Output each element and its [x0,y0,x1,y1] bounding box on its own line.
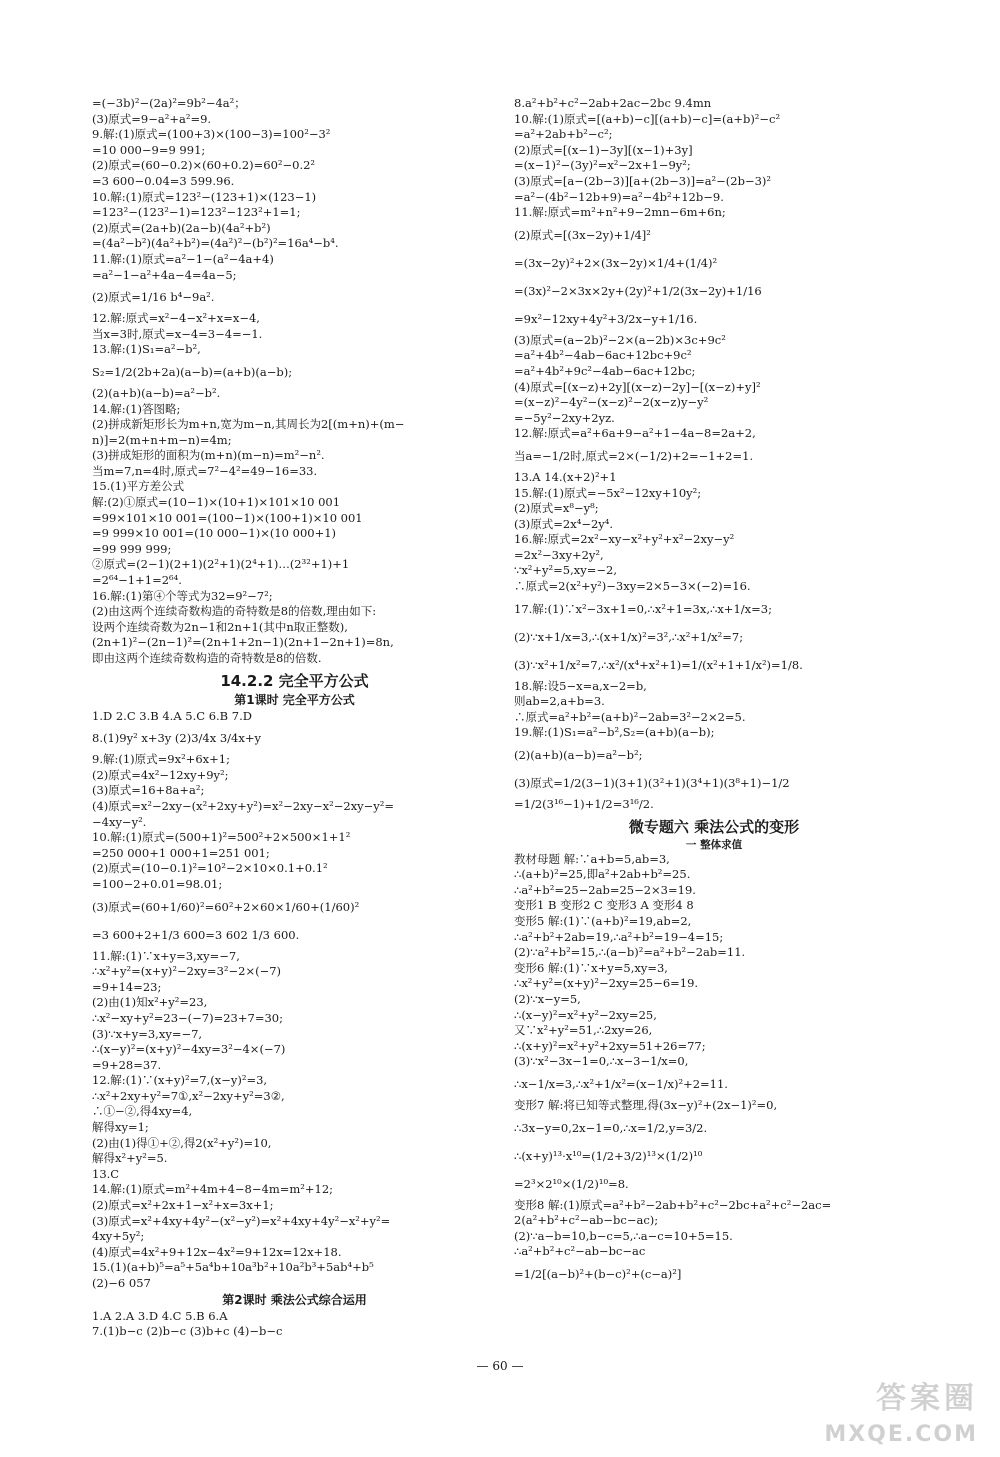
answer-line: 13.A 14.(x+2)²+1 [514,469,617,484]
answer-line: −4xy−y². [92,814,147,829]
answer-line: =9 999×10 001=(10 000−1)×(10 000+1) [92,526,337,541]
answer-line: (2)原式=x²+2x+1−x²+x=3x+1; [92,1198,274,1213]
answer-line: ∴x²−xy+y²=23−(−7)=23+7=30; [92,1010,283,1025]
answer-line: (2)∵a²+b²=15,∴(a−b)²=a²+b²−2ab=11. [514,945,746,960]
answer-line: 解得xy=1; [92,1120,149,1135]
answer-line: 变形6 解:(1)∵x+y=5,xy=3, [514,960,668,975]
answer-line: (2n+1)²−(2n−1)²=(2n+1+2n−1)(2n+1−2n+1)=8n, [92,635,394,650]
answer-line: =9x²−12xy+4y²+3/2x−y+1/16. [514,311,698,326]
answer-line: =2³×2¹⁰×(1/2)¹⁰=8. [514,1176,629,1191]
answer-line: 15.(1)(a+b)⁵=a⁵+5a⁴b+10a³b²+10a²b³+5ab⁴+b⁵ [92,1260,374,1275]
answer-line: =a²−(4b²−12b+9)=a²−4b²+12b−9. [514,189,724,204]
answer-line: =123²−(123²−1)=123²−123²+1=1; [92,205,301,220]
answer-line: 9.解:(1)原式=(100+3)×(100−3)=100²−3² [92,127,331,142]
watermark-logo-text: 答案圈 [876,1381,978,1416]
answer-line: =10 000−9=9 991; [92,142,206,157]
answer-line: (3)原式=16+8a+a²; [92,783,205,798]
answer-line: ∴x²+y²=(x+y)²−2xy=3²−2×(−7) [92,964,282,979]
answer-line: =1/2[(a−b)²+(b−c)²+(c−a)²] [514,1266,682,1281]
answer-line: 15.解:(1)原式=−5x²−12xy+10y²; [514,485,702,500]
answer-line: 10.解:(1)原式=(500+1)²=500²+2×500×1+1² [92,830,351,845]
right-answers-part1 [514,96,914,813]
answer-line: 又∵x²+y²=51,∴2xy=26, [514,1023,653,1038]
answer-line: 17.解:(1)∵x²−3x+1=0,∴x²+1=3x,∴x+1/x=3; [514,601,772,616]
answer-line: =9+28=37. [92,1057,162,1072]
answer-line: ∴(x+y)²=x²+y²+2xy=51+26=77; [514,1038,706,1053]
answer-line: (3)原式=[a−(2b−3)][a+(2b−3)]=a²−(2b−3)² [514,173,772,188]
answer-line: 变形1 B 变形2 C 变形3 A 变形4 8 [514,898,694,913]
answer-line: (4)原式=x²−2xy−(x²+2xy+y²)=x²−2xy−x²−2xy−y²= [92,798,395,813]
left-answers-part2 [92,709,497,1292]
answer-line: 则ab=2,a+b=3. [514,694,605,709]
answer-line: (2)原式=[(x−1)−3y][(x−1)+3y] [514,142,693,157]
answer-line: 变形5 解:(1)∵(a+b)²=19,ab=2, [514,914,692,928]
answer-line: (2)原式=(10−0.1)²=10²−2×10×0.1+0.1² [92,861,328,876]
answer-line: (2)∵x+1/x=3,∴(x+1/x)²=3²,∴x²+1/x²=7; [514,629,744,644]
answer-line: (3)原式=(60+1/60)²=60²+2×60×1/60+(1/60)² [92,899,360,914]
answer-line: 13.解:(1)S₁=a²−b², [92,342,201,357]
answer-line: (2)∵a−b=10,b−c=5,∴a−c=10+5=15. [514,1228,733,1243]
answer-line: =(−3b)²−(2a)²=9b²−4a²； [92,96,246,110]
answer-line: (2)原式=x⁸−y⁸; [514,501,599,516]
answer-line: ∴a²+b²+c²−ab−bc−ac [514,1244,646,1259]
answer-line: 即由这两个连续奇数构造的奇特数是8的倍数. [92,651,322,665]
answer-line: 当x=3时,原式=x−4=3−4=−1. [92,326,263,341]
answer-line: (2)原式=(60−0.2)×(60+0.2)=60²−0.2² [92,158,316,173]
answer-line: n)]=2(m+n+m−n)=4m; [92,432,232,447]
answer-line: (2)−6 057 [92,1276,151,1290]
answer-line: 变形7 解:将已知等式整理,得(3x−y)²+(2x−1)²=0, [514,1097,778,1112]
answer-line: 14.解:(1)答图略; [92,401,181,416]
lesson-title: 第1课时 完全平方公式 [234,692,355,707]
answer-line: =250 000+1 000+1=251 001; [92,845,270,860]
answer-line: ∴(x−y)²=x²+y²−2xy=25, [514,1007,657,1022]
answer-line: (2)原式=(2a+b)(2a−b)(4a²+b²) [92,220,271,235]
answer-line: (3)原式=(a−2b)²−2×(a−2b)×3c+9c² [514,332,726,347]
answer-line: =(4a²−b²)(4a²+b²)=(4a²)²−(b²)²=16a⁴−b⁴. [92,236,339,251]
answer-line: 11.解:(1)原式=a²−1−(a²−4a+4) [92,251,274,266]
answer-line: 15.(1)平方差公式 [92,479,185,494]
answer-line: ∴原式=2(x²+y²)−3xy=2×5−3×(−2)=16. [514,579,751,594]
right-column [514,96,914,1288]
left-answers-part3 [92,1309,497,1340]
answer-line: =1/2(3¹⁶−1)+1/2=3¹⁶/2. [514,797,654,812]
answer-line: 8.(1)9y² x+3y (2)3/4x 3/4x+y [92,731,261,746]
answer-line: (4)原式=4x²+9+12x−4x²=9+12x=12x+18. [92,1244,342,1259]
answer-line: =2x²−3xy+2y², [514,547,604,562]
answer-line: (3)原式=1/2(3−1)(3+1)(3²+1)(3⁴+1)(3⁸+1)−1/2 [514,776,790,791]
answer-line: (3)拼成矩形的面积为(m+n)(m−n)=m²−n². [92,448,325,463]
topic-subtitle: 一 整体求值 [685,838,743,851]
left-answers-part1 [92,96,497,667]
answer-line: 12.解:原式=a²+6a+9−a²+1−4a−8=2a+2, [514,426,756,441]
answer-line: 16.解:原式=2x²−xy−x²+y²+x²−2xy−y² [514,532,735,547]
answer-line: 变形8 解:(1)原式=a²+b²−2ab+b²+c²−2bc+a²+c²−2ac= [514,1197,832,1212]
answer-line: =2⁶⁴−1+1=2⁶⁴. [92,573,182,588]
answer-line: =a²+2ab+b²−c²; [514,127,613,142]
answer-line: ∵x²+y²=5,xy=−2, [514,563,617,578]
answer-line: =3 600−0.04=3 599.96. [92,173,235,188]
answer-line: S₂=1/2(2b+2a)(a−b)=(a+b)(a−b); [92,364,293,379]
answer-line: (2)由(1)知x²+y²=23, [92,995,208,1010]
answer-line: (3)∵x²−3x−1=0,∴x−3−1/x=0, [514,1054,689,1069]
answer-line: ∴x²+2xy+y²=7①,x²−2xy+y²=3②, [92,1088,285,1103]
answer-line: (2)由这两个连续奇数构造的奇特数是8的倍数,理由如下: [92,604,377,619]
answer-line: 11.解:(1)∵x+y=3,xy=−7, [92,948,240,963]
answer-line: 设两个连续奇数为2n−1和2n+1(其中n取正整数), [92,619,348,634]
answer-line: 1.D 2.C 3.B 4.A 5.C 6.B 7.D [92,708,252,723]
answer-line: 10.解:(1)原式=123²−(123+1)×(123−1) [92,189,317,204]
section-title: 14.2.2 完全平方公式 [220,671,369,690]
answer-line: ∴x−1/x=3,∴x²+1/x²=(x−1/x)²+2=11. [514,1076,728,1091]
answer-line: (2)原式=1/16 b⁴−9a². [92,290,215,305]
answer-line: =99 999 999; [92,541,172,556]
answer-line: =(x−z)²−4y²−(x−z)²−2(x−z)y−y² [514,395,709,410]
answer-line: 当m=7,n=4时,原式=7²−4²=49−16=33. [92,463,318,478]
answer-line: (2)(a+b)(a−b)=a²−b²; [514,748,643,763]
answer-line: ∴3x−y=0,2x−1=0,∴x=1/2,y=3/2. [514,1120,708,1135]
answer-line: ∴(x+y)¹³·x¹⁰=(1/2+3/2)¹³×(1/2)¹⁰ [514,1148,703,1163]
answer-line: 教材母题 解:∵a+b=5,ab=3, [514,851,670,866]
answer-line: ∴(a+b)²=25,即a²+2ab+b²=25. [514,867,691,882]
answer-line: 2(a²+b²+c²−ab−bc−ac); [514,1213,659,1228]
answer-line: 4xy+5y²; [92,1229,145,1244]
answer-line: (2)(a+b)(a−b)=a²−b². [92,385,221,400]
answer-line: ∴a²+b²+2ab=19,∴a²+b²=19−4=15; [514,929,724,944]
answer-line: (3)原式=2x⁴−2y⁴. [514,516,614,531]
topic-title: 微专题六 乘法公式的变形 [628,817,800,836]
answer-line: (3)∵x+y=3,xy=−7, [92,1026,203,1041]
site-watermark [782,1369,982,1449]
answer-line: =100−2+0.01=98.01; [92,876,223,891]
answer-line: 18.解:设5−x=a,x−2=b, [514,678,647,693]
answer-line: (3)∵x²+1/x²=7,∴x²/(x⁴+x²+1)=1/(x²+1+1/x²)=1/8. [514,657,803,672]
answer-line: =a²−1−a²+4a−4=4a−5; [92,267,237,282]
right-answers-part2 [514,852,914,1288]
answer-line: (2)∵x−y=5, [514,991,581,1006]
answer-line: (3)原式=x²+4xy+4y²−(x²−y²)=x²+4xy+4y²−x²+y²= [92,1213,391,1228]
left-column [92,96,497,1340]
answer-line: (2)由(1)得①+②,得2(x²+y²)=10, [92,1135,272,1150]
page-number: — 60 — [476,1359,524,1373]
answer-line: ∴(x−y)²=(x+y)²−4xy=3²−4×(−7) [92,1042,286,1057]
answer-line: =99×101×10 001=(100−1)×(100+1)×10 001 [92,510,363,525]
answer-line: =3 600+2+1/3 600=3 602 1/3 600. [92,927,300,942]
answer-line: ②原式=(2−1)(2+1)(2²+1)(2⁴+1)…(2³²+1)+1 [92,557,350,572]
answer-line: =(x−1)²−(3y)²=x²−2x+1−9y²; [514,158,691,173]
answer-line: =a²+4b²−4ab−6ac+12bc+9c² [514,348,692,363]
answer-line: =(3x)²−2×3x×2y+(2y)²+1/2(3x−2y)+1/16 [514,283,762,298]
answer-line: 10.解:(1)原式=[(a+b)−c][(a+b)−c]=(a+b)²−c² [514,111,781,126]
answer-line: (2)原式=4x²−12xy+9y²; [92,767,229,782]
answer-line: ∴a²+b²=25−2ab=25−2×3=19. [514,882,696,897]
answer-line: 当a=−1/2时,原式=2×(−1/2)+2=−1+2=1. [514,448,754,463]
answer-line: 16.解:(1)第④个等式为32=9²−7²; [92,588,273,603]
answer-line: =(3x−2y)²+2×(3x−2y)×1/4+(1/4)² [514,255,718,270]
answer-line: 解得x²+y²=5. [92,1151,168,1166]
answer-line: ∴原式=a²+b²=(a+b)²−2ab=3²−2×2=5. [514,709,746,724]
answer-line: (2)原式=[(3x−2y)+1/4]² [514,227,651,242]
answer-line: =a²+4b²+9c²−4ab−6ac+12bc; [514,363,696,378]
answer-line: (4)原式=[(x−z)+2y][(x−z)−2y]−[(x−z)+y]² [514,379,761,394]
answer-line: 19.解:(1)S₁=a²−b²,S₂=(a+b)(a−b); [514,725,715,740]
answer-line: (2)拼成新矩形长为m+n,宽为m−n,其周长为2[(m+n)+(m− [92,417,405,432]
answer-line: 14.解:(1)原式=m²+4m+4−8−4m=m²+12; [92,1182,334,1197]
lesson-title-2: 第2课时 乘法公式综合运用 [222,1292,367,1307]
answer-line: 13.C [92,1166,120,1181]
answer-line: =−5y²−2xy+2yz. [514,410,615,425]
answer-line: ∴x²+y²=(x+y)²−2xy=25−6=19. [514,976,699,991]
answer-line: 12.解:(1)∵(x+y)²=7,(x−y)²=3, [92,1073,268,1088]
watermark-url: MXQE.COM [824,1422,978,1447]
answer-line: 12.解:原式=x²−4−x²+x=x−4, [92,311,260,326]
answer-line: 9.解:(1)原式=9x²+6x+1; [92,752,230,767]
answer-line: 11.解:原式=m²+n²+9−2mn−6m+6n; [514,205,726,220]
answer-line: 8.a²+b²+c²−2ab+2ac−2bc 9.4mn [514,96,712,110]
answer-line: 解:(2)①原式=(10−1)×(10+1)×101×10 001 [92,495,341,510]
answer-line: 7.(1)b−c (2)b−c (3)b+c (4)−b−c [92,1324,283,1339]
answer-line: 1.A 2.A 3.D 4.C 5.B 6.A [92,1308,228,1323]
answer-line: (3)原式=9−a²+a²=9. [92,111,212,126]
answer-line: =9+14=23; [92,979,162,994]
answer-line: ∴①−②,得4xy=4, [92,1104,193,1119]
